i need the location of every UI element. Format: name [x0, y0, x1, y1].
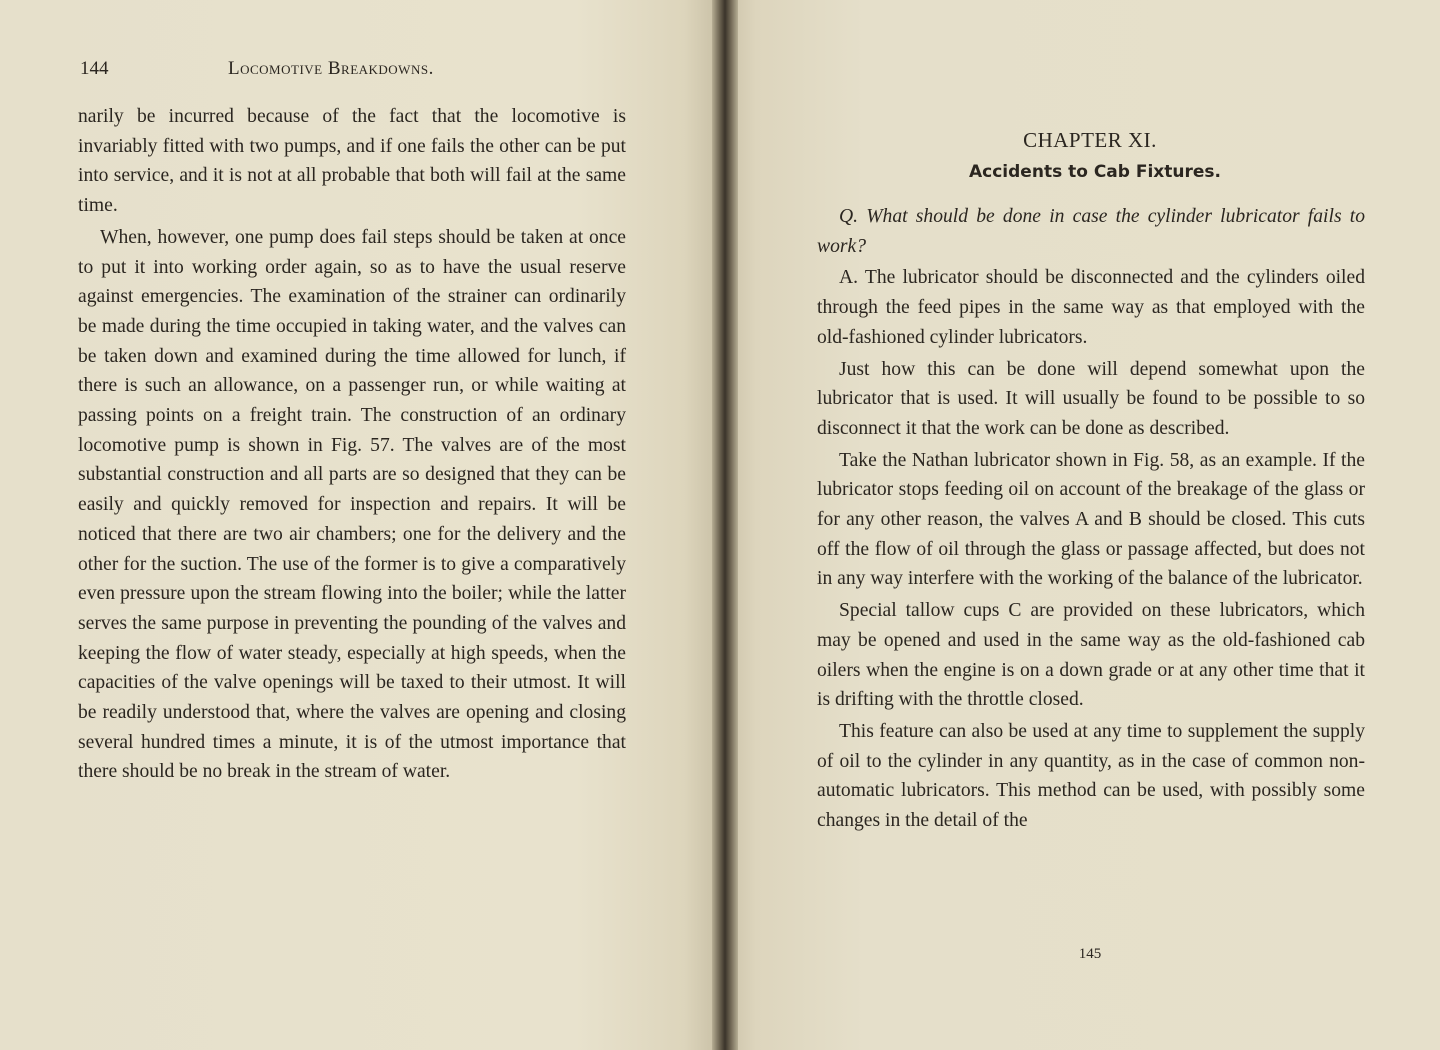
- page-number-left: 144: [80, 58, 109, 79]
- question-paragraph: Q. What should be done in case the cylinder lubricator fails to work?: [817, 206, 1365, 257]
- page-number-right: 145: [1078, 946, 1102, 962]
- right-paragraph-1: Just how this can be done will depend somewhat upon the lubricator that is used. It will usually be found to be possible to so disconnect it that the work can be done as described.: [817, 358, 1365, 439]
- left-page-body: [78, 102, 626, 787]
- chapter-number: CHAPTER XI.: [1023, 128, 1157, 152]
- right-page-body: [817, 200, 1365, 836]
- running-head: [80, 58, 630, 86]
- right-paragraph-2: Take the Nathan lubricator shown in Fig. 58, as an example. If the lubricator stops feeding oil on account of the breakage of the glass or for any other reason, the valves A and B should be closed. This cuts off the flow of oil through the glass or passage affected, but does not in any way interfere with the working of the balance of the lubricator.: [817, 449, 1365, 590]
- running-title: Locomotive Breakdowns.: [228, 58, 434, 79]
- left-paragraph-2: When, however, one pump does fail steps should be taken at once to put it into working order again, so as to have the usual reserve against emergencies. The examination of the strainer can ordinarily be made during the time occupied in taking water, and the valves can be taken down and examined during the time allowed for lunch, if there is such an allowance, on a passenger run, or while waiting at passing points on a freight train. The construction of an ordinary locomotive pump is shown in Fig. 57. The valves are of the most substantial construction and all parts are so designed that they can be easily and quickly removed for inspection and repairs. It will be noticed that there are two air chambers; one for the delivery and the other for the suction. The use of the former is to give a comparatively even pressure upon the stream flowing into the boiler; while the latter serves the same purpose in preventing the pounding of the valves and keeping the flow of water steady, especially at high speeds, when the capacities of the valve openings will be taxed to their utmost. It will be readily understood that, where the valves are opening and closing several hundred times a minute, it is of the utmost importance that there should be no break in the stream of water.: [78, 226, 626, 783]
- right-paragraph-4: This feature can also be used at any time to supplement the supply of oil to the cylinder in any quantity, as in the case of common non-automatic lubricators. This method can be used, with possibly some changes in the detail of the: [817, 720, 1365, 832]
- book-gutter: [712, 0, 738, 1050]
- chapter-title: Accidents to Cab Fixtures.: [969, 162, 1221, 182]
- left-paragraph-1: narily be incurred because of the fact that the locomotive is invariably fitted with two pumps, and if one fails the other can be put into service, and it is not at all probable that both will fail at the same time.: [78, 106, 626, 217]
- right-paragraph-3: Special tallow cups C are provided on these lubricators, which may be opened and used in the same way as the old-fashioned cab oilers when the engine is on a down grade or at any other time that it is drifting with the throttle closed.: [817, 600, 1365, 711]
- answer-paragraph: A. The lubricator should be disconnected and the cylinders oiled through the feed pipes in the same way as that employed with the old-fashioned cylinder lubricators.: [817, 267, 1365, 348]
